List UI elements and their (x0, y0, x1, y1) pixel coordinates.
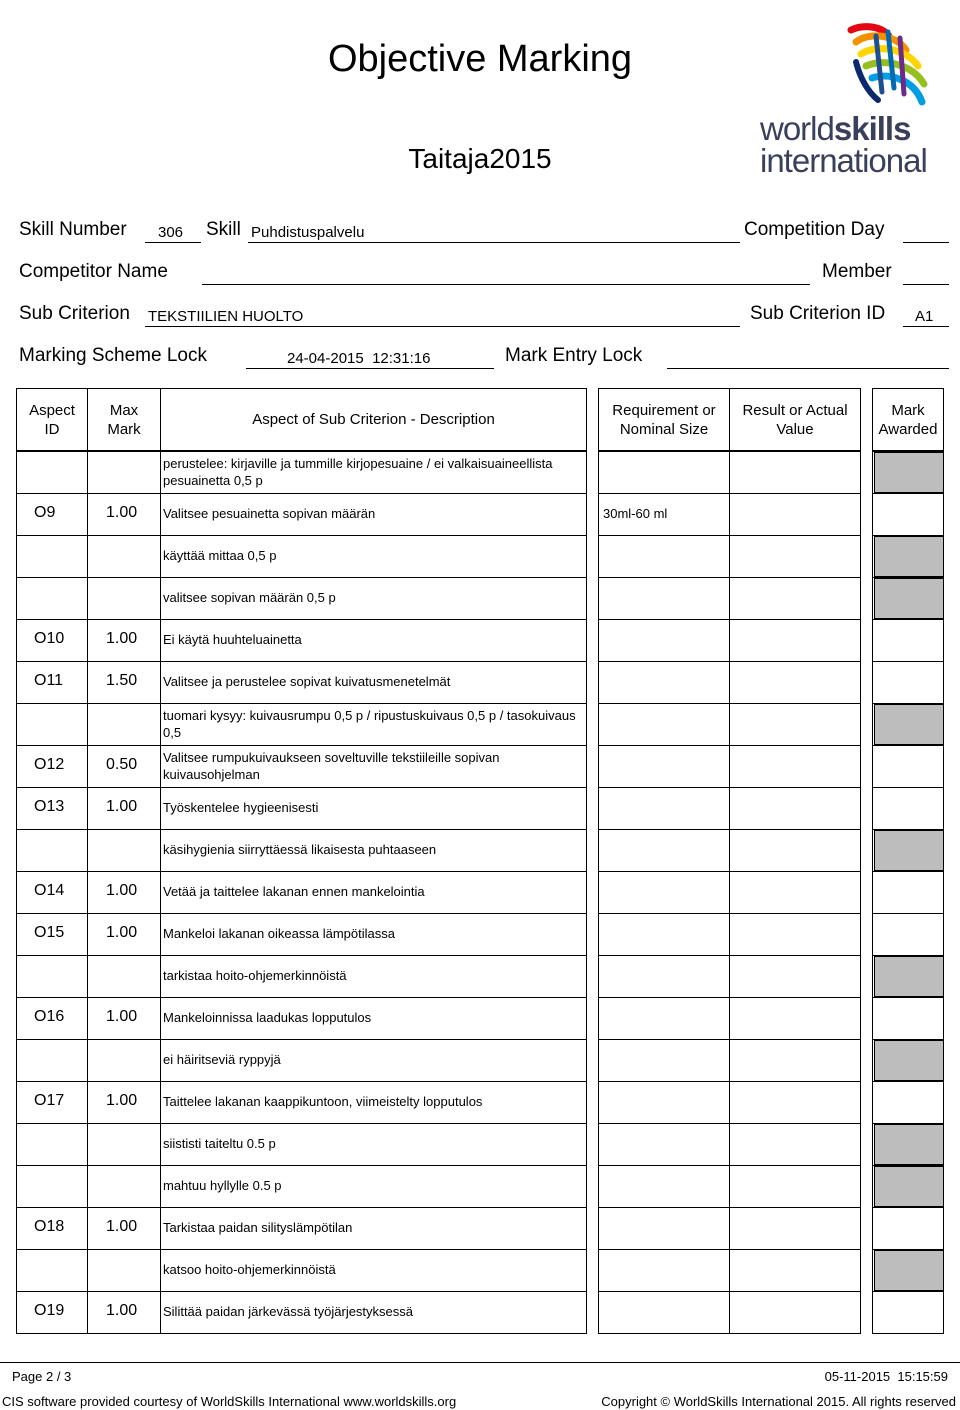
cell-aspect-id (16, 829, 88, 872)
cell-mark-awarded[interactable] (872, 1081, 944, 1124)
col-description: Aspect of Sub Criterion - Description (160, 388, 587, 451)
row-description: Valitsee pesuainetta sopivan määrän (163, 506, 376, 521)
logo-brushstrokes-icon (756, 22, 946, 122)
cell-mark-awarded[interactable] (872, 913, 944, 956)
sub-criterion-id-value: A1 (915, 308, 934, 325)
cell-result[interactable] (729, 1123, 861, 1166)
cell-result[interactable] (729, 619, 861, 662)
cell-requirement (598, 955, 730, 998)
cell-result[interactable] (729, 661, 861, 704)
row-max-mark: 1.00 (106, 504, 138, 521)
cell-result[interactable] (729, 913, 861, 956)
row-max-mark: 1.00 (106, 1302, 138, 1319)
row-description: Taittelee lakanan kaappikuntoon, viimeistelty lopputulos (163, 1094, 483, 1109)
cell-requirement (598, 913, 730, 956)
event-name: Taitaja2015 (408, 143, 552, 174)
cell-requirement (598, 619, 730, 662)
cell-requirement (598, 1123, 730, 1166)
courtesy-text: CIS software provided courtesy of WorldSkills International www.worldskills.org (2, 1394, 457, 1409)
cell-requirement (598, 1039, 730, 1082)
cell-result[interactable] (729, 451, 861, 494)
cell-requirement (598, 829, 730, 872)
cell-requirement (598, 871, 730, 914)
cell-result[interactable] (729, 493, 861, 536)
cell-aspect-id (16, 451, 88, 494)
row-description: Vetää ja taittelee lakanan ennen mankelointia (163, 884, 425, 899)
row-description: katsoo hoito-ohjemerkinnöistä (163, 1262, 336, 1277)
cell-result[interactable] (729, 871, 861, 914)
cell-mark-awarded[interactable] (872, 745, 944, 788)
cell-max-mark (87, 1123, 161, 1166)
cell-max-mark (87, 451, 161, 494)
mark-awarded-disabled (874, 956, 944, 997)
row-description: tuomari kysyy: kuivausrumpu 0,5 p / ripustuskuivaus 0,5 p / tasokuivaus 0,5 (163, 708, 576, 740)
cell-mark-awarded[interactable] (872, 997, 944, 1040)
row-description: Valitsee rumpukuivaukseen soveltuville tekstiileille sopivan kuivausohjelman (163, 750, 500, 782)
row-description: Mankeloinnissa laadukas lopputulos (163, 1010, 372, 1025)
row-aspect-id: O19 (34, 1302, 65, 1319)
row-description: käyttää mittaa 0,5 p (163, 548, 277, 563)
cell-result[interactable] (729, 1039, 861, 1082)
cell-requirement (598, 451, 730, 494)
cell-max-mark (87, 577, 161, 620)
mark-awarded-disabled (874, 1250, 944, 1291)
row-description: mahtuu hyllylle 0.5 p (163, 1178, 282, 1193)
mark-awarded-disabled (874, 830, 944, 871)
cell-max-mark (87, 1039, 161, 1082)
row-aspect-id: O18 (34, 1218, 65, 1235)
col-requirement: Requirement or Nominal Size (598, 388, 730, 451)
cell-aspect-id (16, 577, 88, 620)
cell-result[interactable] (729, 997, 861, 1040)
cell-mark-awarded[interactable] (872, 1207, 944, 1250)
row-description: Valitsee ja perustelee sopivat kuivatusmenetelmät (163, 674, 451, 689)
competition-day-label: Competition Day (744, 219, 885, 240)
page-number: Page 2 / 3 (12, 1369, 72, 1384)
row-max-mark: 1.00 (106, 1218, 138, 1235)
cell-requirement (598, 1207, 730, 1250)
cell-result[interactable] (729, 787, 861, 830)
mark-awarded-disabled (874, 1166, 944, 1207)
row-description: ei häiritseviä ryppyjä (163, 1052, 281, 1067)
logo-wordmark-line2: international (760, 142, 927, 179)
cell-requirement (598, 1249, 730, 1292)
row-description: Tarkistaa paidan silityslämpötilan (163, 1220, 353, 1235)
col-aspect-id: Aspect ID (16, 388, 88, 451)
row-aspect-id: O9 (34, 504, 56, 521)
cell-max-mark (87, 535, 161, 578)
cell-requirement (598, 745, 730, 788)
marking-scheme-lock-label: Marking Scheme Lock (19, 345, 207, 366)
row-max-mark: 1.00 (106, 1092, 138, 1109)
row-description: valitsee sopivan määrän 0,5 p (163, 590, 336, 605)
row-aspect-id: O10 (34, 630, 65, 647)
sub-criterion-id-label: Sub Criterion ID (750, 303, 886, 324)
cell-mark-awarded[interactable] (872, 619, 944, 662)
cell-result[interactable] (729, 1081, 861, 1124)
cell-max-mark (87, 829, 161, 872)
skill-value: Puhdistuspalvelu (251, 224, 365, 241)
mark-awarded-disabled (874, 704, 944, 745)
row-aspect-id: O17 (34, 1092, 65, 1109)
row-max-mark: 1.00 (106, 798, 138, 815)
cell-result[interactable] (729, 1207, 861, 1250)
mark-entry-lock-label: Mark Entry Lock (505, 345, 643, 366)
skill-number-value: 306 (158, 224, 184, 241)
col-mark-awarded: Mark Awarded (872, 388, 944, 451)
row-description: siististi taiteltu 0.5 p (163, 1136, 276, 1151)
cell-mark-awarded[interactable] (872, 661, 944, 704)
row-aspect-id: O12 (34, 756, 65, 773)
mark-awarded-disabled (874, 1124, 944, 1165)
cell-max-mark (87, 1249, 161, 1292)
cell-mark-awarded[interactable] (872, 493, 944, 536)
cell-max-mark (87, 703, 161, 746)
row-description: käsihygienia siirryttäessä likaisesta puhtaaseen (163, 842, 437, 857)
mark-awarded-disabled (874, 1040, 944, 1081)
cell-result[interactable] (729, 1249, 861, 1292)
cell-requirement (598, 661, 730, 704)
cell-result[interactable] (729, 955, 861, 998)
sub-criterion-label: Sub Criterion (19, 303, 130, 324)
row-max-mark: 1.00 (106, 924, 138, 941)
cell-requirement (598, 997, 730, 1040)
mark-awarded-disabled (874, 536, 944, 577)
cell-max-mark (87, 955, 161, 998)
cell-result[interactable] (729, 577, 861, 620)
skill-label: Skill (206, 219, 241, 240)
cell-requirement (598, 577, 730, 620)
cell-result[interactable] (729, 745, 861, 788)
row-description: Silittää paidan järkevässä työjärjestyksessä (163, 1304, 414, 1319)
col-max-mark: Max Mark (87, 388, 161, 451)
cell-result[interactable] (729, 535, 861, 578)
row-aspect-id: O11 (34, 672, 64, 689)
row-aspect-id: O15 (34, 924, 65, 941)
mark-awarded-disabled (874, 578, 944, 619)
print-timestamp: 05-11-2015 15:15:59 (824, 1369, 948, 1384)
cell-aspect-id (16, 955, 88, 998)
cell-requirement (598, 1165, 730, 1208)
row-description: perustelee: kirjaville ja tummille kirjopesuaine / ei valkaisuaineellista pesuainetta 0,5 p (163, 456, 553, 488)
member-label: Member (822, 261, 892, 282)
sub-criterion-value: TEKSTIILIEN HUOLTO (148, 308, 304, 325)
cell-result[interactable] (729, 1291, 861, 1334)
cell-result[interactable] (729, 703, 861, 746)
row-aspect-id: O14 (34, 882, 65, 899)
row-description: Ei käytä huuhteluainetta (163, 632, 302, 647)
cell-aspect-id (16, 1123, 88, 1166)
cell-result[interactable] (729, 1165, 861, 1208)
competitor-name-label: Competitor Name (19, 261, 168, 282)
row-aspect-id: O16 (34, 1008, 65, 1025)
row-max-mark: 1.00 (106, 630, 138, 647)
marking-scheme-lock-value: 24-04-2015 12:31:16 (287, 350, 431, 367)
col-result: Result or Actual Value (729, 388, 861, 451)
cell-requirement (598, 703, 730, 746)
cell-aspect-id (16, 703, 88, 746)
logo-wordmark-line1: worldskills (760, 110, 911, 147)
cell-mark-awarded[interactable] (872, 871, 944, 914)
cell-requirement (598, 1291, 730, 1334)
worldskills-logo (756, 22, 946, 182)
row-max-mark: 0.50 (106, 756, 138, 773)
page-title: Objective Marking (327, 38, 633, 80)
cell-aspect-id (16, 535, 88, 578)
cell-aspect-id (16, 1165, 88, 1208)
row-requirement: 30ml-60 ml (603, 506, 668, 521)
copyright-text: Copyright © WorldSkills International 2015. All rights reserved (601, 1394, 956, 1409)
cell-aspect-id (16, 1249, 88, 1292)
row-description: Mankeloi lakanan oikeassa lämpötilassa (163, 926, 395, 941)
cell-requirement (598, 535, 730, 578)
cell-requirement (598, 787, 730, 830)
cell-mark-awarded[interactable] (872, 1291, 944, 1334)
row-max-mark: 1.50 (106, 672, 138, 689)
cell-max-mark (87, 1165, 161, 1208)
mark-awarded-disabled (874, 452, 944, 493)
cell-mark-awarded[interactable] (872, 787, 944, 830)
row-description: Työskentelee hygieenisesti (163, 800, 319, 815)
row-aspect-id: O13 (34, 798, 65, 815)
row-max-mark: 1.00 (106, 1008, 138, 1025)
row-description: tarkistaa hoito-ohjemerkinnöistä (163, 968, 347, 983)
cell-result[interactable] (729, 829, 861, 872)
row-max-mark: 1.00 (106, 882, 138, 899)
cell-aspect-id (16, 1039, 88, 1082)
skill-number-label: Skill Number (19, 219, 127, 240)
cell-requirement (598, 1081, 730, 1124)
